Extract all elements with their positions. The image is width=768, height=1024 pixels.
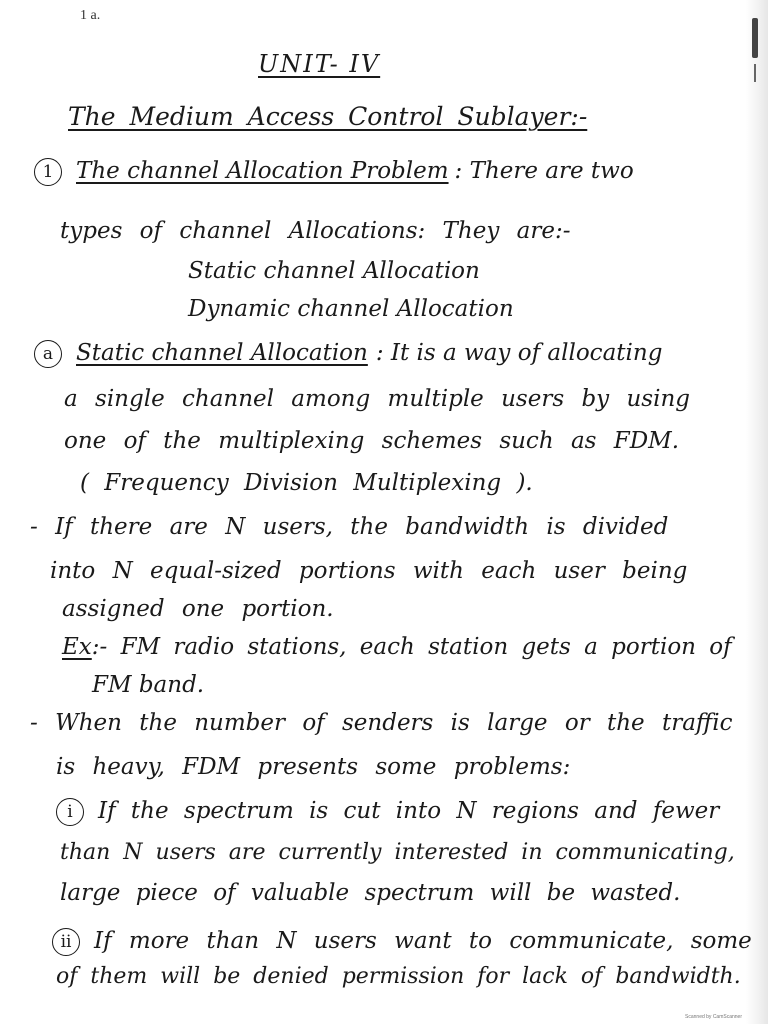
section-a-line2: a single channel among multiple users by using <box>64 386 690 412</box>
point-ii-text1: If more than N users want to communicate, some <box>94 928 752 954</box>
section-a-line <box>34 340 662 368</box>
point-i-marker: i <box>56 798 84 826</box>
bullet-2-line2: is heavy, FDM presents some problems: <box>56 754 571 780</box>
section-a-marker: a <box>34 340 62 368</box>
example-line <box>62 636 732 659</box>
example-text: :- FM radio stations, each station gets a portion of <box>91 634 732 660</box>
section-1-line2: types of channel Allocations: They are:- <box>60 218 571 244</box>
section-1-line <box>34 158 634 186</box>
binding-mark <box>752 18 758 58</box>
section-1-title: The channel Allocation Problem <box>76 158 449 184</box>
point-i-line1 <box>56 798 719 826</box>
section-a-title: Static channel Allocation <box>76 340 368 366</box>
point-ii-line2: of them will be denied permission for lack of bandwidth. <box>56 964 741 989</box>
section-1-marker: 1 <box>34 158 62 186</box>
bullet-1-line1: - If there are N users, the bandwidth is divided <box>30 514 669 540</box>
type-dynamic: Dynamic channel Allocation <box>188 296 514 322</box>
point-ii-marker: ii <box>52 928 80 956</box>
page-edge-shadow <box>746 0 768 1024</box>
section-a-lead: : It is a way of allocating <box>375 340 663 366</box>
bullet-1-line2: into N equal-sized portions with each user being <box>50 558 688 584</box>
point-i-line3: large piece of valuable spectrum will be wasted. <box>60 880 681 906</box>
example-prefix: Ex <box>62 634 92 660</box>
scanner-watermark: Scanned by CamScanner <box>685 1014 742 1020</box>
example-line2: FM band. <box>92 672 205 698</box>
type-static: Static channel Allocation <box>188 258 480 284</box>
page-heading: The Medium Access Control Sublayer:- <box>68 102 588 131</box>
binding-mark-small <box>754 64 756 82</box>
point-i-text1: If the spectrum is cut into N regions and fewer <box>98 798 720 824</box>
section-1-lead: : There are two <box>454 158 634 184</box>
unit-title: UNIT- IV <box>258 50 381 78</box>
point-i-line2: than N users are currently interested in communicating, <box>60 840 735 865</box>
bullet-1-line3: assigned one portion. <box>62 596 334 622</box>
bullet-2-line1: - When the number of senders is large or the traffic <box>30 710 733 736</box>
page-number: 1 a. <box>80 8 101 23</box>
section-a-line3: one of the multiplexing schemes such as FDM. <box>64 428 680 454</box>
section-a-line4: ( Frequency Division Multiplexing ). <box>80 470 533 496</box>
point-ii-line1 <box>52 928 752 956</box>
